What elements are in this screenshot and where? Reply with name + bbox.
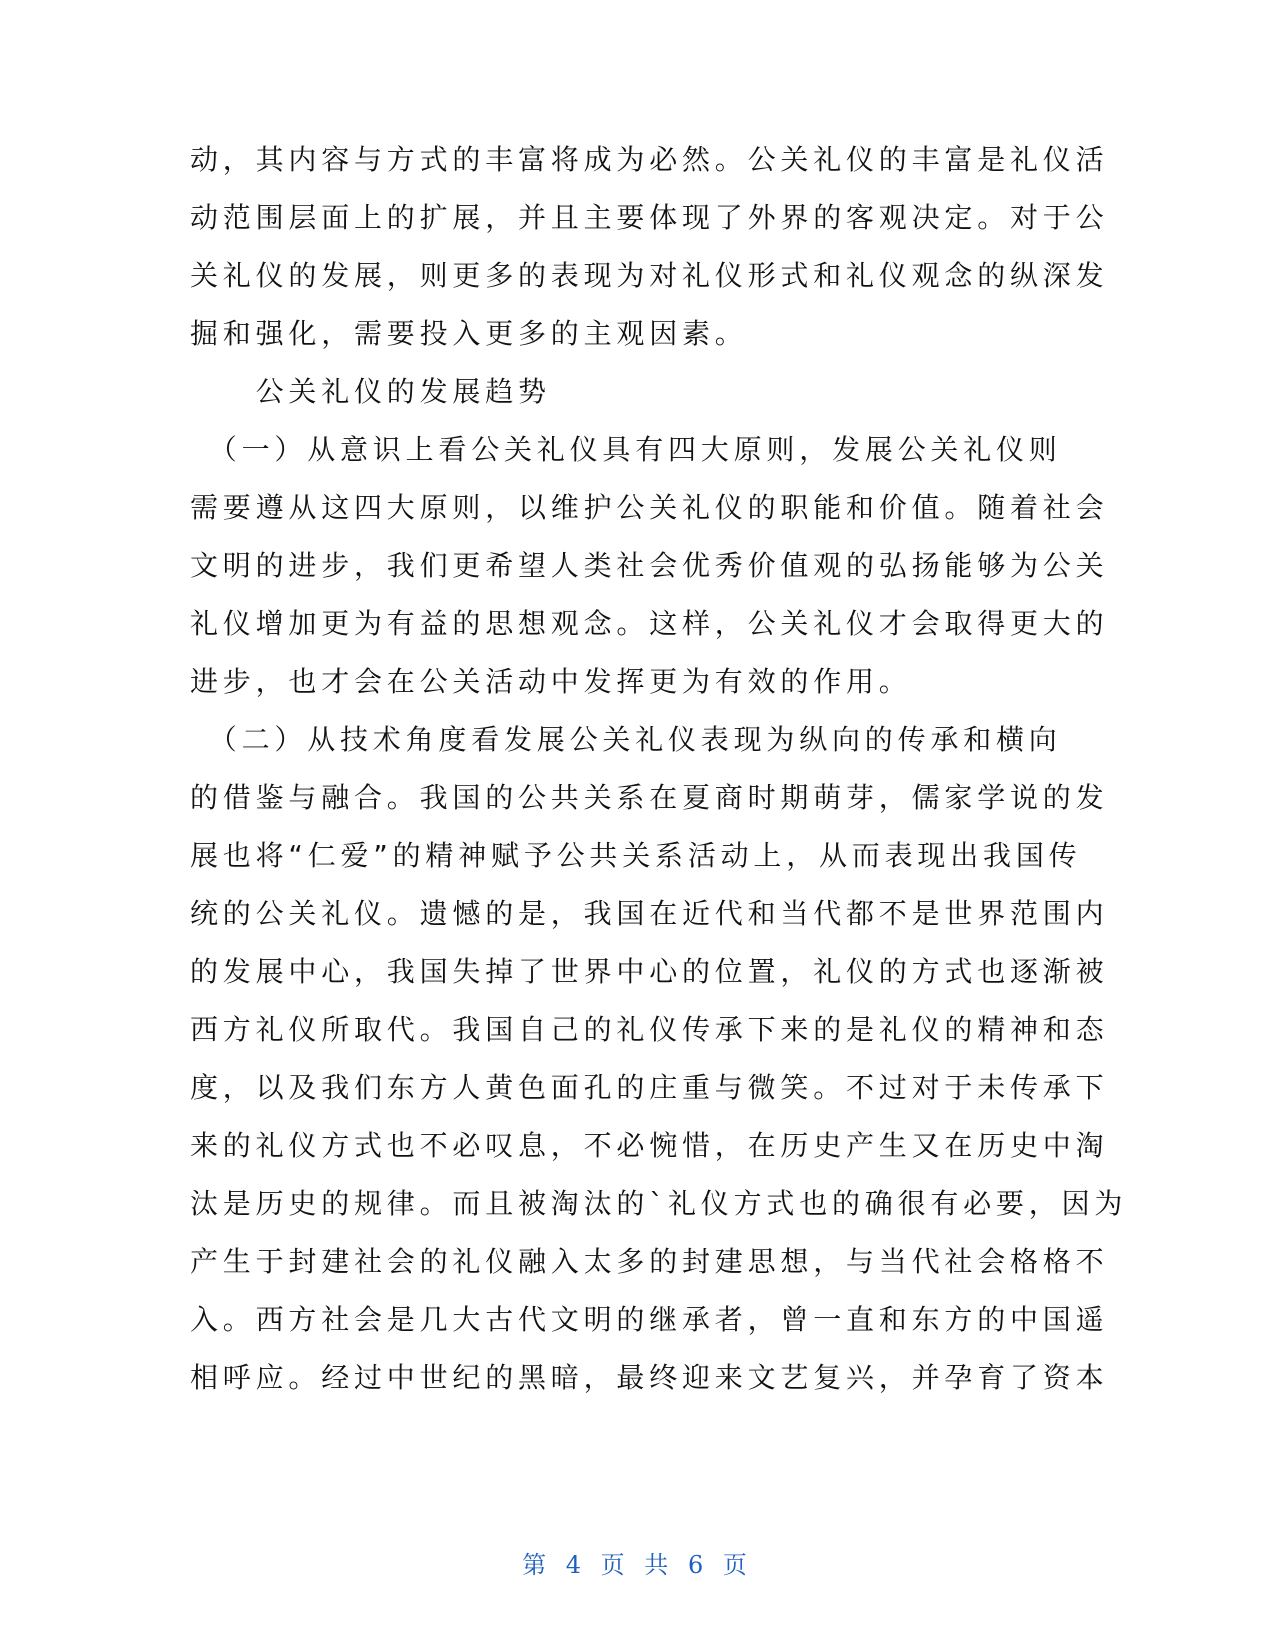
body-line: 的借鉴与融合。我国的公共关系在夏商时期萌芽，儒家学说的发 xyxy=(190,781,1109,814)
body-line: 度，以及我们东方人黄色面孔的庄重与微笑。不过对于未传承下 xyxy=(190,1071,1109,1104)
body-line: 统的公关礼仪。遗憾的是，我国在近代和当代都不是世界范围内 xyxy=(190,897,1109,930)
body-line: 产生于封建社会的礼仪融入太多的封建思想，与当代社会格格不 xyxy=(190,1245,1109,1278)
body-line: 西方礼仪所取代。我国自己的礼仪传承下来的是礼仪的精神和态 xyxy=(190,1013,1109,1046)
body-line: 汰是历史的规律。而且被淘汰的`礼仪方式也的确很有必要，因为 xyxy=(190,1187,1128,1220)
body-line: （二）从技术角度看发展公关礼仪表现为纵向的传承和横向 xyxy=(190,723,1062,756)
page-number-footer: 第 4 页 共 6 页 xyxy=(522,1551,753,1579)
body-line: 的发展中心，我国失掉了世界中心的位置，礼仪的方式也逐渐被 xyxy=(190,955,1109,988)
body-line: 动范围层面上的扩展，并且主要体现了外界的客观决定。对于公 xyxy=(190,201,1109,234)
body-line: 进步，也才会在公关活动中发挥更为有效的作用。 xyxy=(190,665,912,698)
body-line: 礼仪增加更为有益的思想观念。这样，公关礼仪才会取得更大的 xyxy=(190,607,1109,640)
body-line: 文明的进步，我们更希望人类社会优秀价值观的弘扬能够为公关 xyxy=(190,549,1109,582)
body-line: 来的礼仪方式也不必叹息，不必惋惜，在历史产生又在历史中淘 xyxy=(190,1129,1109,1162)
body-line: （一）从意识上看公关礼仪具有四大原则，发展公关礼仪则 xyxy=(190,433,1062,466)
body-line: 相呼应。经过中世纪的黑暗，最终迎来文艺复兴，并孕育了资本 xyxy=(190,1361,1109,1394)
body-line: 动，其内容与方式的丰富将成为必然。公关礼仪的丰富是礼仪活 xyxy=(190,143,1109,176)
body-line: 掘和强化，需要投入更多的主观因素。 xyxy=(190,317,748,350)
body-line: 展也将“仁爱”的精神赋予公共关系活动上，从而表现出我国传 xyxy=(190,839,1082,872)
body-line: 关礼仪的发展，则更多的表现为对礼仪形式和礼仪观念的纵深发 xyxy=(190,259,1109,292)
section-heading: 公关礼仪的发展趋势 xyxy=(190,375,551,408)
body-line: 入。西方社会是几大古代文明的继承者，曾一直和东方的中国遥 xyxy=(190,1303,1109,1336)
body-line: 需要遵从这四大原则，以维护公关礼仪的职能和价值。随着社会 xyxy=(190,491,1109,524)
